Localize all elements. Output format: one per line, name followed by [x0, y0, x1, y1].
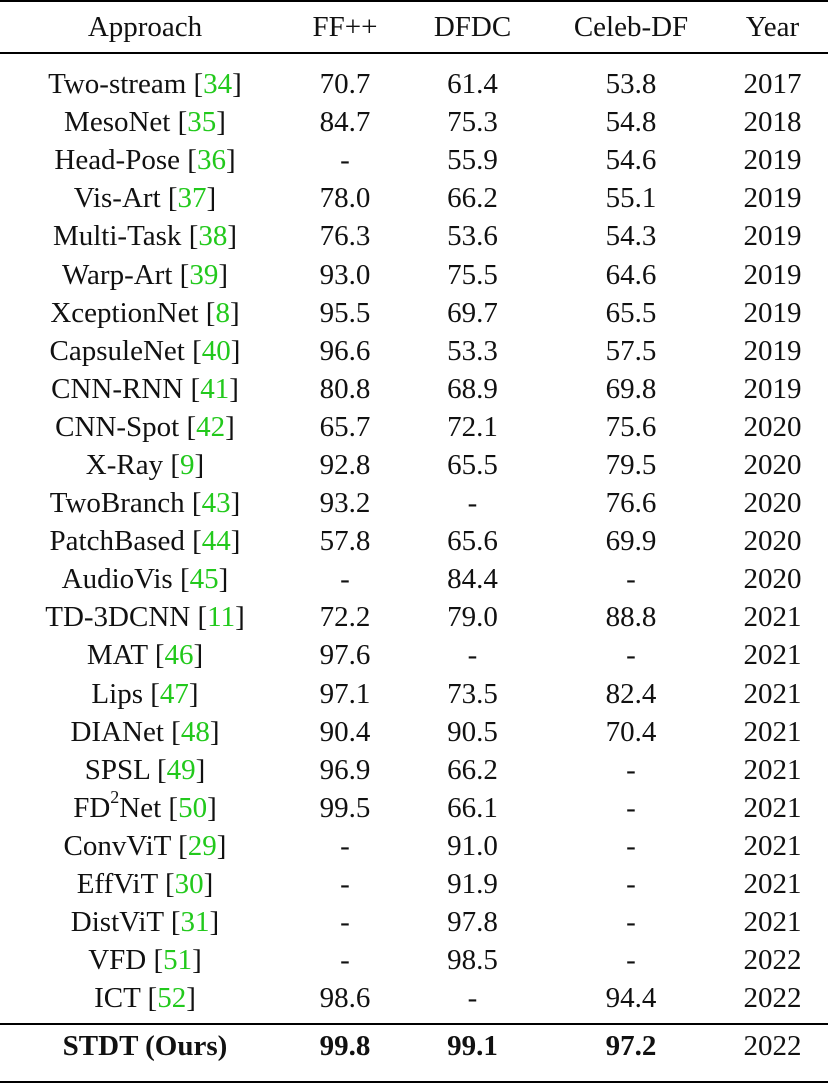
year-cell: 2022 — [743, 982, 802, 1015]
citation-link[interactable]: 48 — [180, 715, 210, 748]
dfdc-cell: 69.7 — [447, 296, 498, 329]
celebdf-cell: - — [626, 753, 636, 786]
table-row — [0, 751, 828, 789]
ffpp-cell: 96.9 — [319, 753, 371, 786]
final-body — [0, 1017, 828, 1075]
table-row — [0, 941, 828, 979]
approach-cell: MAT [46] — [86, 639, 204, 672]
year-cell: 2019 — [743, 220, 802, 253]
citation-link[interactable]: 42 — [196, 410, 226, 443]
dfdc-cell: 53.3 — [447, 334, 498, 367]
approach-cell: X-Ray [9] — [85, 448, 205, 481]
year-cell: 2022 — [743, 944, 802, 977]
table-body — [0, 52, 828, 1017]
final-approach: STDT (Ours) — [62, 1030, 228, 1063]
year-cell: 2017 — [743, 68, 802, 101]
citation-link[interactable]: 29 — [187, 829, 217, 862]
ffpp-cell: 97.6 — [319, 639, 371, 672]
citation-link[interactable]: 37 — [177, 182, 207, 215]
citation-link[interactable]: 35 — [187, 106, 217, 139]
ffpp-cell: 80.8 — [319, 372, 371, 405]
dfdc-cell: - — [467, 982, 478, 1015]
table-row — [0, 675, 828, 713]
year-cell: 2019 — [743, 372, 802, 405]
year-cell: 2021 — [743, 753, 802, 786]
approach-cell: Head-Pose [36] — [54, 144, 236, 177]
ffpp-cell: - — [340, 829, 350, 862]
table-row — [0, 446, 828, 484]
table-row — [0, 179, 828, 217]
dfdc-cell: 84.4 — [447, 563, 498, 596]
comparison-table — [0, 2, 828, 1075]
table-row — [0, 141, 828, 179]
celebdf-cell: - — [626, 868, 636, 901]
celebdf-cell: 65.5 — [605, 296, 657, 329]
year-cell: 2020 — [743, 487, 802, 520]
ffpp-cell: 93.0 — [319, 258, 371, 291]
approach-name: DIANet — [70, 715, 164, 748]
ffpp-cell: 78.0 — [319, 182, 371, 215]
approach-cell: TwoBranch [43] — [49, 487, 241, 520]
approach-name: ICT — [94, 982, 141, 1015]
citation-link[interactable]: 31 — [180, 906, 210, 939]
table-row — [0, 103, 828, 141]
approach-cell: VFD [51] — [88, 944, 202, 977]
table-row — [0, 598, 828, 636]
approach-cell: PatchBased [44] — [49, 525, 241, 558]
table-row — [0, 332, 828, 370]
ffpp-cell: - — [340, 868, 350, 901]
celebdf-cell: 53.8 — [605, 68, 657, 101]
table-row — [0, 522, 828, 560]
citation-link[interactable]: 38 — [198, 220, 228, 253]
dfdc-cell: 91.0 — [447, 829, 498, 862]
celebdf-cell: 82.4 — [605, 677, 657, 710]
ffpp-cell: - — [340, 906, 350, 939]
year-cell: 2021 — [743, 868, 802, 901]
citation-link[interactable]: 8 — [215, 296, 230, 329]
dfdc-cell: 68.9 — [447, 372, 498, 405]
ffpp-cell: 72.2 — [319, 601, 371, 634]
citation-link[interactable]: 44 — [201, 525, 231, 558]
approach-cell: DIANet [48] — [70, 715, 220, 748]
celebdf-cell: 79.5 — [605, 448, 657, 481]
approach-name: PatchBased — [49, 525, 185, 558]
dfdc-cell: 66.2 — [447, 753, 498, 786]
citation-link[interactable]: 41 — [200, 372, 230, 405]
ffpp-cell: - — [340, 563, 350, 596]
approach-cell: AudioVis [45] — [61, 563, 229, 596]
table-row — [0, 903, 828, 941]
final-year: 2022 — [743, 1030, 802, 1063]
header-year: Year — [745, 11, 800, 43]
bottom-rule — [0, 1081, 828, 1083]
celebdf-cell: 57.5 — [605, 334, 657, 367]
approach-cell: SPSL [49] — [84, 753, 206, 786]
citation-link[interactable]: 36 — [196, 144, 226, 177]
dfdc-cell: 75.3 — [447, 106, 498, 139]
year-cell: 2021 — [743, 715, 802, 748]
citation-link[interactable]: 11 — [207, 601, 236, 634]
dfdc-cell: 73.5 — [447, 677, 498, 710]
ffpp-cell: - — [340, 944, 350, 977]
approach-name-suffix: Net — [119, 791, 162, 824]
dfdc-cell: 97.8 — [447, 906, 498, 939]
dfdc-cell: 98.5 — [447, 944, 498, 977]
citation-link[interactable]: 30 — [174, 868, 204, 901]
ffpp-cell: 65.7 — [319, 410, 371, 443]
approach-name: ConvViT — [63, 829, 171, 862]
citation-link[interactable]: 39 — [189, 258, 219, 291]
dfdc-cell: 65.5 — [447, 448, 498, 481]
approach-name: FD — [73, 791, 111, 824]
celebdf-cell: 69.9 — [605, 525, 657, 558]
ffpp-cell: 97.1 — [319, 677, 371, 710]
approach-name: Multi-Task — [52, 220, 182, 253]
dfdc-cell: 53.6 — [447, 220, 498, 253]
citation-link[interactable]: 50 — [178, 791, 208, 824]
year-cell: 2019 — [743, 144, 802, 177]
approach-cell: XceptionNet [8] — [50, 296, 240, 329]
approach-name: VFD — [88, 944, 147, 977]
ffpp-cell: 84.7 — [319, 106, 371, 139]
celebdf-cell: 94.4 — [605, 982, 657, 1015]
dfdc-cell: 90.5 — [447, 715, 498, 748]
ffpp-cell: 70.7 — [319, 68, 371, 101]
approach-cell: DistViT [31] — [70, 906, 220, 939]
year-cell: 2021 — [743, 829, 802, 862]
table-row — [0, 255, 828, 293]
citation-link[interactable]: 52 — [157, 982, 187, 1015]
approach-name: Head-Pose — [54, 144, 181, 177]
table-row — [0, 484, 828, 522]
approach-cell: MesoNet [35] — [64, 106, 226, 139]
ffpp-cell: 90.4 — [319, 715, 371, 748]
celebdf-cell: 55.1 — [605, 182, 657, 215]
header-dfdc: DFDC — [433, 11, 512, 43]
approach-name: Two-stream — [48, 68, 187, 101]
dfdc-cell: 66.1 — [447, 791, 498, 824]
final-dfdc: 99.1 — [447, 1030, 498, 1063]
celebdf-cell: 88.8 — [605, 601, 657, 634]
approach-cell: ConvViT [29] — [63, 829, 227, 862]
table-row — [0, 294, 828, 332]
approach-cell: CapsuleNet [40] — [49, 334, 241, 367]
approach-cell: CNN-RNN [41] — [51, 372, 239, 405]
year-cell: 2021 — [743, 791, 802, 824]
dfdc-cell: 55.9 — [447, 144, 498, 177]
approach-name: Vis-Art — [73, 182, 161, 215]
year-cell: 2018 — [743, 106, 802, 139]
dfdc-cell: 65.6 — [447, 525, 498, 558]
approach-name: EffViT — [76, 868, 158, 901]
dfdc-cell: 91.9 — [447, 868, 498, 901]
year-cell: 2020 — [743, 410, 802, 443]
table-row — [0, 217, 828, 255]
table-row — [0, 370, 828, 408]
ffpp-cell: 95.5 — [319, 296, 371, 329]
table-row — [0, 789, 828, 827]
approach-name: X-Ray — [85, 448, 164, 481]
table-row — [0, 827, 828, 865]
approach-cell: Two-stream [34] — [48, 68, 242, 101]
table-row — [0, 408, 828, 446]
ffpp-cell: 57.8 — [319, 525, 371, 558]
citation-link[interactable]: 9 — [180, 448, 195, 481]
approach-cell: $FD^2Net$ [50] — [73, 788, 217, 824]
approach-cell: Multi-Task [38] — [52, 220, 238, 253]
approach-name: CNN-Spot — [55, 410, 180, 443]
approach-cell: ICT [52] — [94, 982, 196, 1015]
celebdf-cell: - — [626, 829, 636, 862]
celebdf-cell: - — [626, 791, 636, 824]
dfdc-cell: 72.1 — [447, 410, 498, 443]
final-row — [0, 1017, 828, 1075]
approach-name: XceptionNet — [50, 296, 199, 329]
year-cell: 2019 — [743, 258, 802, 291]
approach-name: Warp-Art — [62, 258, 173, 291]
approach-name: DistViT — [70, 906, 164, 939]
citation-link[interactable]: 40 — [201, 334, 231, 367]
citation-link[interactable]: 46 — [164, 639, 194, 672]
celebdf-cell: 54.6 — [605, 144, 657, 177]
approach-name: TD-3DCNN — [45, 601, 191, 634]
ffpp-cell: 92.8 — [319, 448, 371, 481]
ffpp-cell: - — [340, 144, 350, 177]
celebdf-cell: 64.6 — [605, 258, 657, 291]
year-cell: 2021 — [743, 639, 802, 672]
citation-link[interactable]: 34 — [203, 68, 233, 101]
celebdf-cell: 69.8 — [605, 372, 657, 405]
approach-name: SPSL — [84, 753, 150, 786]
citation-link[interactable]: 51 — [163, 944, 193, 977]
table-row — [0, 636, 828, 674]
celebdf-cell: 54.8 — [605, 106, 657, 139]
dfdc-cell: 79.0 — [447, 601, 498, 634]
citation-link[interactable]: 47 — [159, 677, 189, 710]
approach-name: MesoNet — [64, 106, 171, 139]
header-row — [0, 2, 828, 52]
approach-name: MAT — [86, 639, 148, 672]
ffpp-cell: 96.6 — [319, 334, 371, 367]
header-approach: Approach — [87, 11, 203, 43]
celebdf-cell: - — [626, 563, 636, 596]
dfdc-cell: - — [467, 639, 478, 672]
celebdf-cell: 76.6 — [605, 487, 657, 520]
year-cell: 2020 — [743, 525, 802, 558]
celebdf-cell: 75.6 — [605, 410, 657, 443]
celebdf-cell: - — [626, 906, 636, 939]
celebdf-cell: 54.3 — [605, 220, 657, 253]
citation-link[interactable]: 43 — [201, 487, 231, 520]
dfdc-cell: - — [467, 487, 478, 520]
dfdc-cell: 66.2 — [447, 182, 498, 215]
approach-cell: Warp-Art [39] — [62, 258, 228, 291]
ffpp-cell: 99.5 — [319, 791, 371, 824]
table-row — [0, 713, 828, 751]
citation-link[interactable]: 49 — [166, 753, 196, 786]
year-cell: 2021 — [743, 677, 802, 710]
year-cell: 2021 — [743, 601, 802, 634]
approach-cell: CNN-Spot [42] — [55, 410, 235, 443]
table-row — [0, 560, 828, 598]
approach-name: CapsuleNet — [49, 334, 185, 367]
year-cell: 2019 — [743, 334, 802, 367]
header-ffpp: FF++ — [312, 11, 378, 43]
approach-cell: Lips [47] — [91, 677, 199, 710]
celebdf-cell: - — [626, 944, 636, 977]
dfdc-cell: 75.5 — [447, 258, 498, 291]
final-celebdf: 97.2 — [605, 1030, 657, 1063]
celebdf-cell: 70.4 — [605, 715, 657, 748]
year-cell: 2019 — [743, 296, 802, 329]
approach-name: AudioVis — [61, 563, 173, 596]
approach-cell: TD-3DCNN [11] — [45, 601, 245, 634]
final-ffpp: 99.8 — [319, 1030, 371, 1063]
ffpp-cell: 93.2 — [319, 487, 371, 520]
celebdf-cell: - — [626, 639, 636, 672]
ffpp-cell: 98.6 — [319, 982, 371, 1015]
table-row — [0, 979, 828, 1017]
approach-name: TwoBranch — [49, 487, 185, 520]
table-row — [0, 52, 828, 103]
ffpp-cell: 76.3 — [319, 220, 371, 253]
approach-cell: EffViT [30] — [76, 868, 214, 901]
approach-cell: Vis-Art [37] — [73, 182, 217, 215]
approach-name: Lips — [91, 677, 143, 710]
year-cell: 2020 — [743, 448, 802, 481]
year-cell: 2020 — [743, 563, 802, 596]
year-cell: 2019 — [743, 182, 802, 215]
approach-superscript: 2 — [110, 788, 120, 808]
table-row — [0, 865, 828, 903]
dfdc-cell: 61.4 — [447, 68, 498, 101]
header-celebdf: Celeb-DF — [573, 11, 689, 43]
year-cell: 2021 — [743, 906, 802, 939]
approach-name: CNN-RNN — [51, 372, 184, 405]
citation-link[interactable]: 45 — [189, 563, 219, 596]
